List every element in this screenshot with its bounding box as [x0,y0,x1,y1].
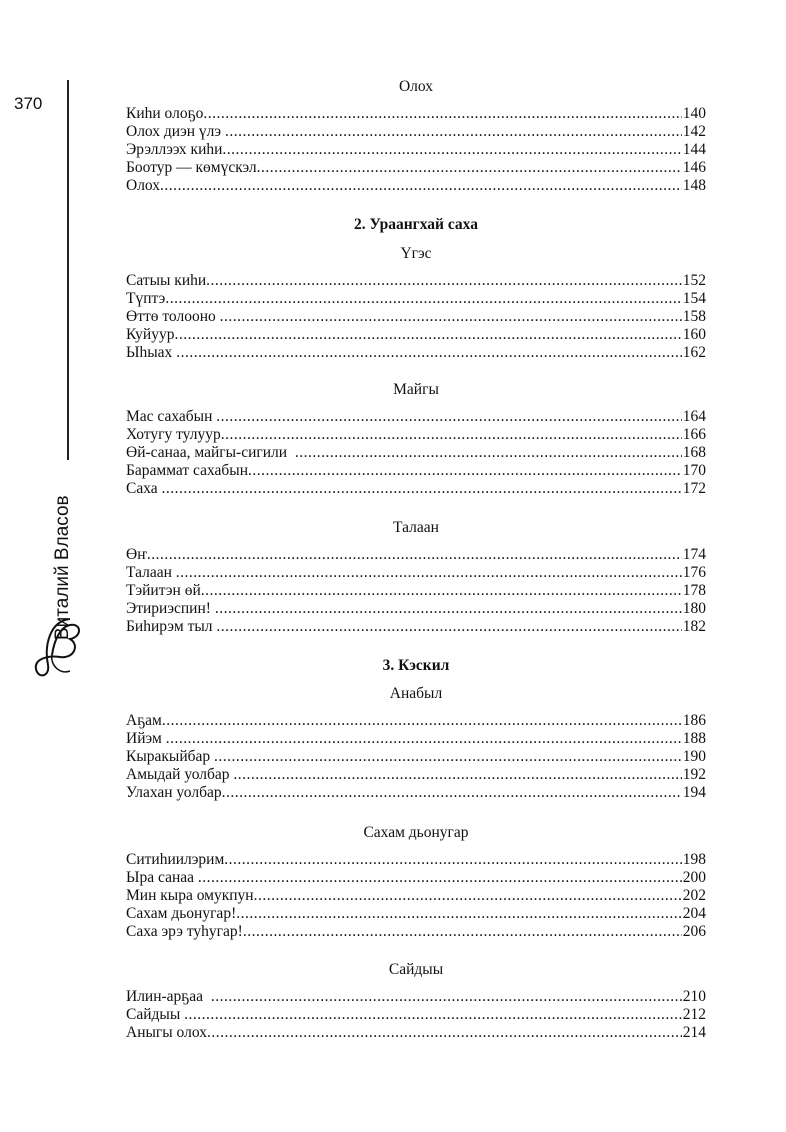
toc-entry[interactable] [126,784,706,802]
entry-page-number: 214 [682,1024,706,1041]
entry-page-number: 192 [682,766,706,783]
dot-leader [198,869,682,887]
entry-title: Сатыы киhи [126,272,207,289]
toc-entry[interactable] [126,272,706,290]
entry-page-number: 140 [682,105,706,122]
toc-entry[interactable] [126,159,706,177]
toc-section [126,216,706,234]
entry-page-number: 200 [682,869,706,886]
dot-leader [147,546,682,564]
toc-entry[interactable] [126,869,706,887]
entry-page-number: 198 [682,851,706,868]
toc-entry[interactable] [126,141,706,159]
dot-leader [176,344,682,362]
entry-title: Өттө толооно [126,308,220,325]
dot-leader [165,290,681,308]
dot-leader [257,159,682,177]
dot-leader [211,988,682,1006]
entry-page-number: 212 [682,1006,706,1023]
dot-leader [201,582,682,600]
entry-page-number: 142 [682,123,706,140]
entry-title: Өҥ [126,546,147,563]
entry-page-number: 182 [682,618,706,635]
entry-title: Хотугу тулуур [126,426,221,443]
entry-page-number: 176 [682,564,706,581]
entry-title: Биhирэм тыл [126,618,217,635]
entry-title: Улахан уолбар [126,784,222,801]
entry-page-number: 164 [682,408,706,425]
dot-leader [216,618,681,636]
entry-title: Ситиhиилэрим [126,851,225,868]
entry-title: Сахам дьонугар! [126,905,237,922]
toc-entry[interactable] [126,564,706,582]
decorative-initial-logo [30,615,85,680]
part-heading: 3. Кэскил [382,657,450,674]
entry-page-number: 168 [682,444,706,461]
dot-leader [214,748,682,766]
entry-page-number: 188 [682,730,706,747]
margin-rule [67,80,69,460]
entry-title: Амыдай уолбар [126,766,234,783]
entry-title: Талаан [126,564,176,581]
dot-leader [174,326,681,344]
toc-entry[interactable] [126,344,706,362]
entry-page-number: 154 [682,290,706,307]
entry-title: Ыhыах [126,344,177,361]
toc-entry[interactable] [126,712,706,730]
section-heading: Анабыл [389,685,443,702]
toc-entry[interactable] [126,923,706,941]
dot-leader [220,308,682,326]
entry-title: Илин-арҕаа [126,988,211,1005]
entry-page-number: 210 [682,988,706,1005]
toc-entry[interactable] [126,408,706,426]
part-heading: 2. Ураангхай саха [354,216,478,233]
toc-entry[interactable] [126,988,706,1006]
entry-page-number: 206 [682,923,706,940]
toc-entry[interactable] [126,748,706,766]
entry-title: Өй-санаа, майгы-сигили [126,444,295,461]
dot-leader [236,905,682,923]
entry-page-number: 202 [682,887,706,904]
dot-leader [248,462,682,480]
dot-leader [222,141,681,159]
toc-entry[interactable] [126,600,706,618]
toc-section [126,961,706,1042]
toc-entry[interactable] [126,730,706,748]
dot-leader [233,766,681,784]
dot-leader [224,851,681,869]
toc-section [126,245,706,362]
entry-title: Олох диэн үлэ [126,123,225,140]
entry-page-number: 178 [682,582,706,599]
dot-leader [203,105,681,123]
toc-entry[interactable] [126,905,706,923]
dot-leader [206,272,682,290]
toc-entry[interactable] [126,123,706,141]
section-heading: Сайдыы [388,961,444,978]
section-heading: Үгэс [400,245,432,262]
toc-entry[interactable] [126,290,706,308]
page-number: 370 [14,94,43,113]
entry-page-number: 160 [682,326,706,343]
entry-title: Саха эрэ туhугар! [126,923,243,940]
dot-leader [295,444,682,462]
entry-title: Боотур — көмүскэл [126,159,257,176]
entry-title: Мас сахабын [126,408,217,425]
entry-title: Ыра санаа [126,869,198,886]
toc-entry[interactable] [126,480,706,498]
entry-title: Бараммат сахабын [126,462,249,479]
toc-entry[interactable] [126,105,706,123]
toc-entry[interactable] [126,546,706,564]
toc-entry[interactable] [126,766,706,784]
entry-title: Кыракыйбар [126,748,215,765]
section-heading: Олох [398,78,434,95]
entry-page-number: 190 [682,748,706,765]
entry-page-number: 174 [682,546,706,563]
entry-title: Саха [126,480,162,497]
entry-title: Куйуур [126,326,175,343]
dot-leader [162,712,682,730]
dot-leader [215,600,682,618]
toc-section [126,824,706,941]
toc-section [126,519,706,636]
dot-leader [216,408,681,426]
entry-page-number: 158 [682,308,706,325]
entry-title: Эрэллээх киhи [126,141,223,158]
dot-leader [254,887,682,905]
dot-leader [221,426,682,444]
entry-title: Мин кыра омукпун [126,887,254,904]
entry-page-number: 180 [682,600,706,617]
toc-entry[interactable] [126,426,706,444]
section-heading: Майгы [393,381,439,398]
toc-entry[interactable] [126,582,706,600]
section-heading: Сахам дьонугар [363,824,469,841]
entry-page-number: 148 [682,177,706,194]
entry-title: Этириэспин! [126,600,215,617]
toc-section [126,657,706,675]
toc-entry[interactable] [126,887,706,905]
entry-title: Аныгы олох [126,1024,207,1041]
entry-page-number: 166 [682,426,706,443]
entry-title: Олох [126,177,161,194]
entry-page-number: 170 [682,462,706,479]
entry-title: Киhи олоҕо [126,105,204,122]
dot-leader [243,923,682,941]
entry-title: Аҕам [126,712,162,729]
toc-section [126,381,706,498]
toc-entry[interactable] [126,308,706,326]
dot-leader [176,564,682,582]
entry-title: Сайдыы [126,1006,185,1023]
toc-entry[interactable] [126,444,706,462]
dot-leader [222,784,682,802]
toc-entry[interactable] [126,326,706,344]
toc-section [126,685,706,802]
dot-leader [166,730,682,748]
toc-entry[interactable] [126,1006,706,1024]
entry-page-number: 186 [682,712,706,729]
entry-title: Түптэ [126,290,166,307]
toc-entry[interactable] [126,462,706,480]
toc-entry[interactable] [126,177,706,195]
dot-leader [207,1024,682,1042]
dot-leader [225,123,682,141]
dot-leader [160,177,682,195]
section-heading: Талаан [393,519,439,536]
entry-title: Тэйитэн өй [126,582,201,599]
dot-leader [162,480,682,498]
entry-page-number: 152 [682,272,706,289]
entry-title: Ийэм [126,730,166,747]
entry-page-number: 146 [682,159,706,176]
toc-entry[interactable] [126,1024,706,1042]
running-head-author: Виталий Власов [52,495,73,640]
entry-page-number: 162 [682,344,706,361]
entry-page-number: 172 [682,480,706,497]
entry-page-number: 194 [682,784,706,801]
toc-entry[interactable] [126,851,706,869]
entry-page-number: 144 [682,141,706,158]
entry-page-number: 204 [682,905,706,922]
toc-section [126,78,706,195]
toc-entry[interactable] [126,618,706,636]
dot-leader [184,1006,682,1024]
